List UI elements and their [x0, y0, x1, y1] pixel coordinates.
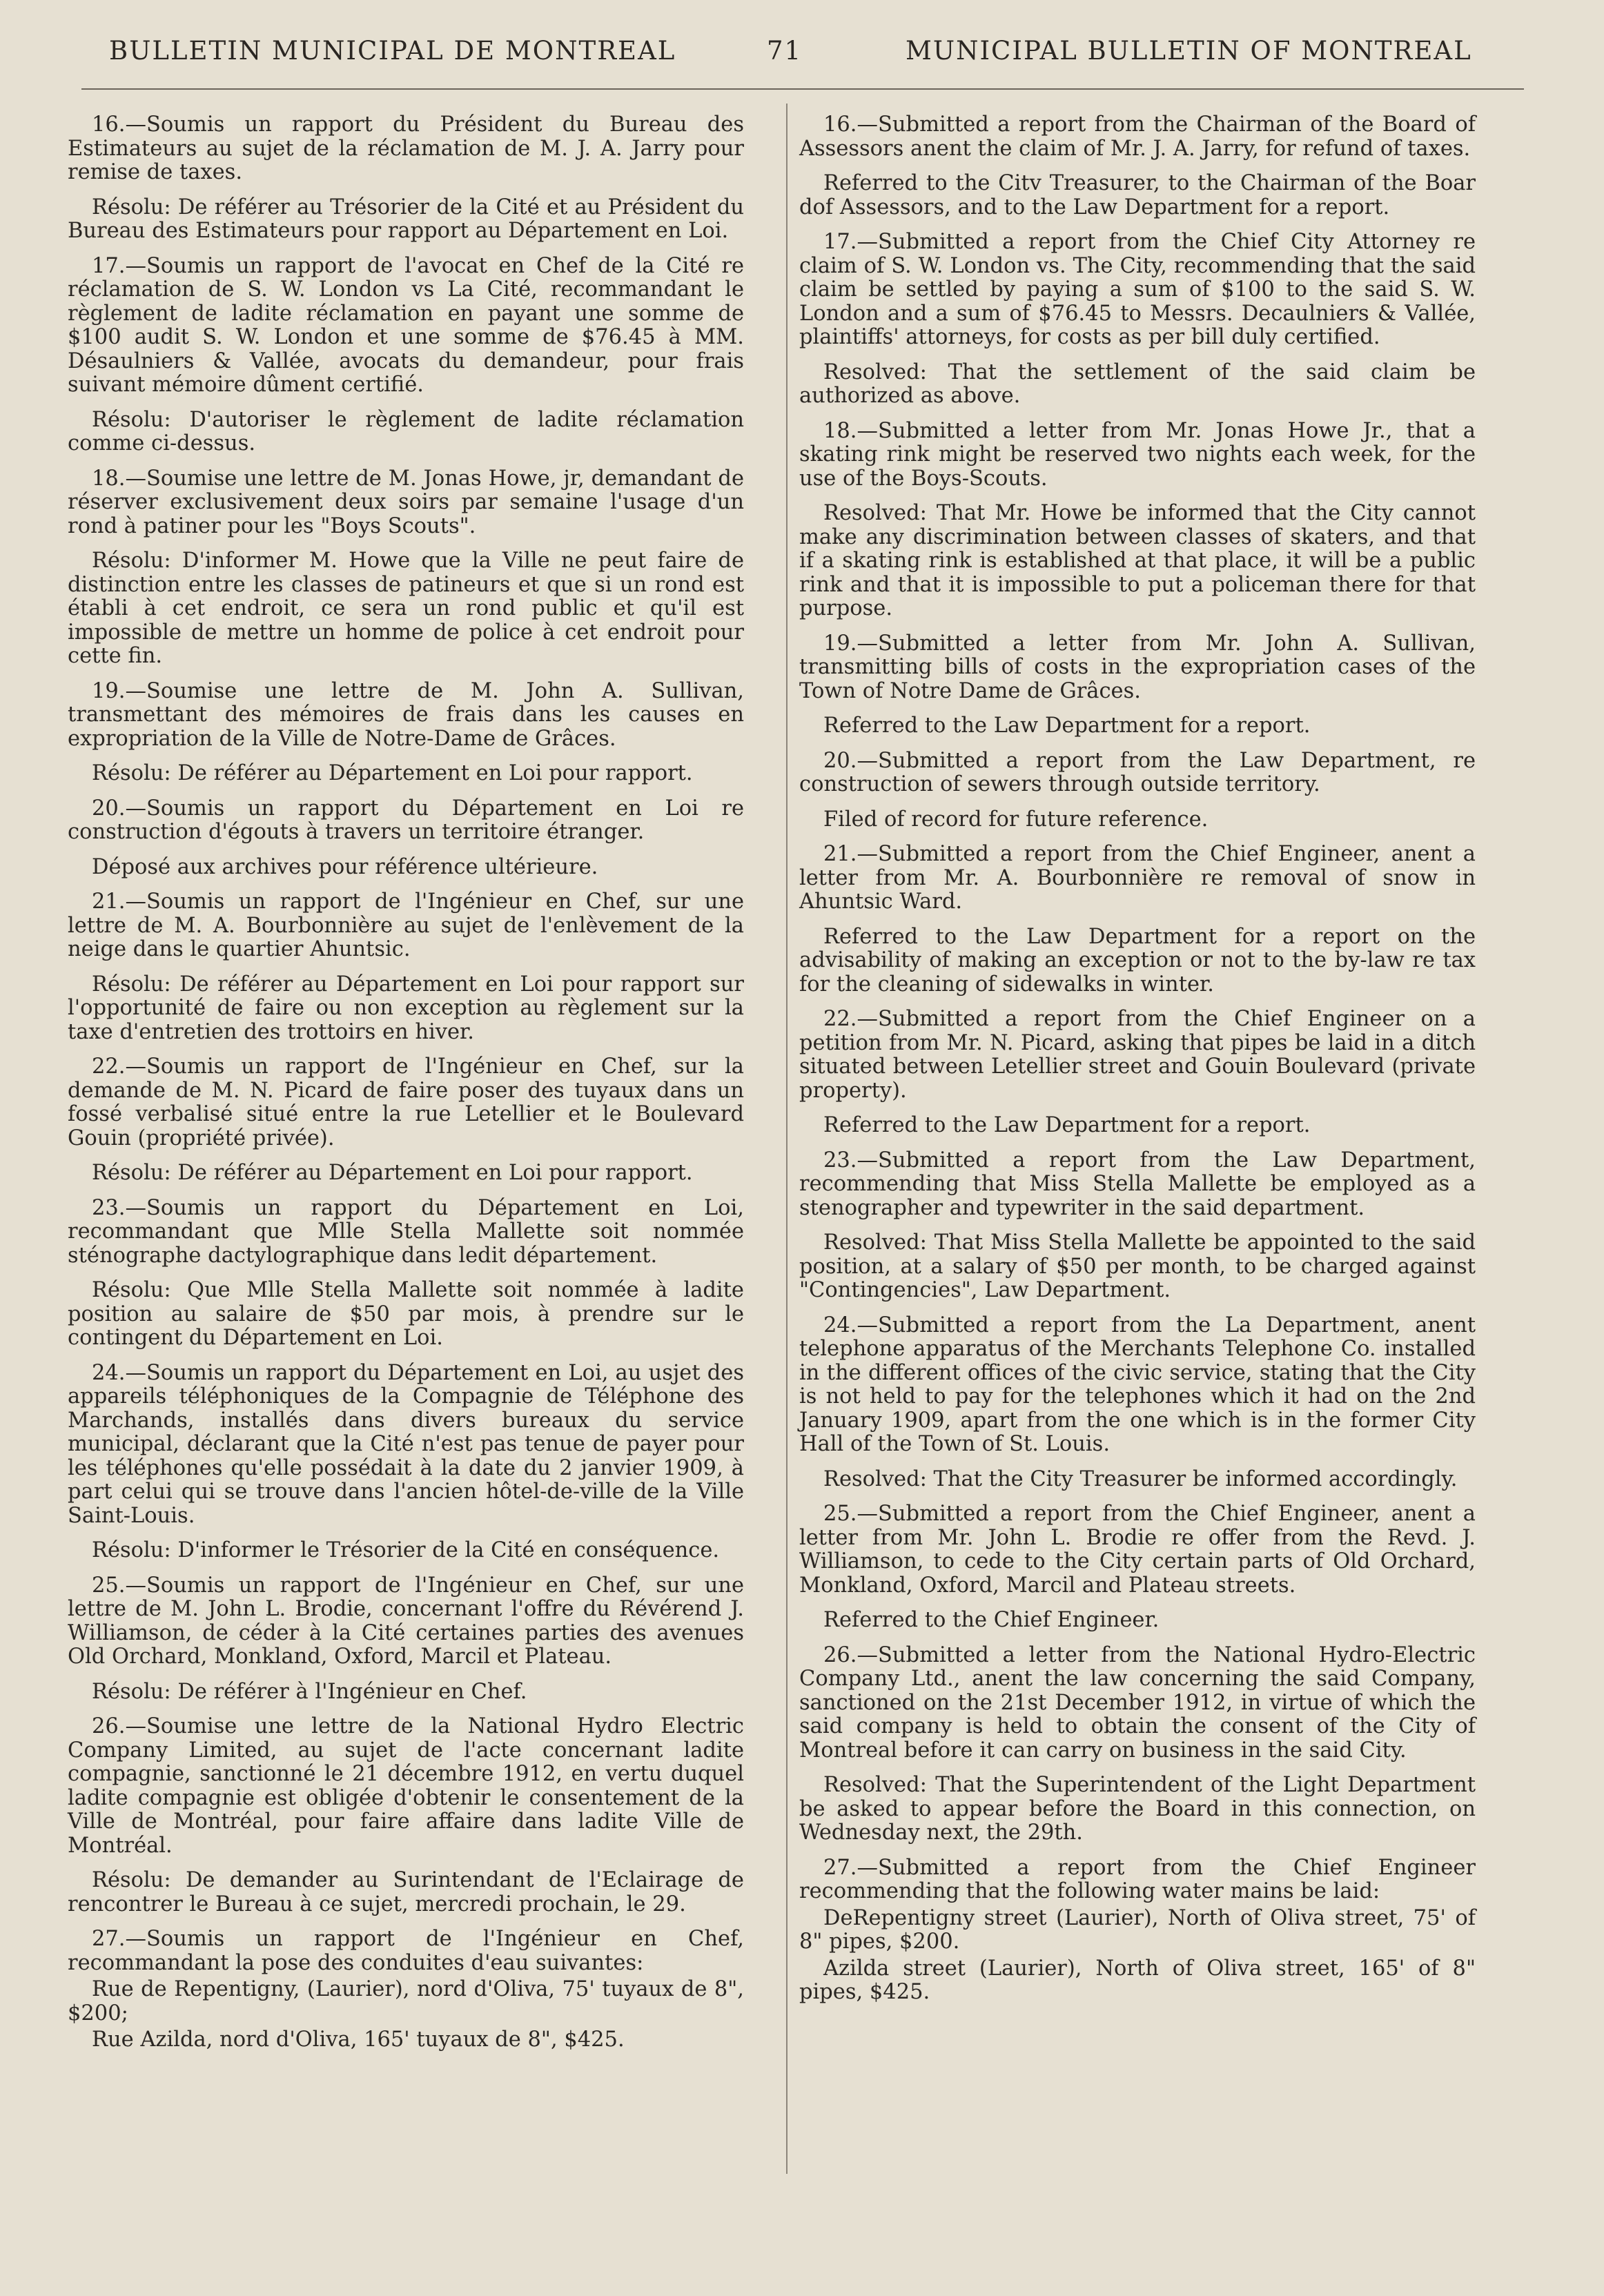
- fr-item-24: 24.—Soumis un rapport du Département en Loi, au usjet des appareils téléphoniques de la Compagnie de Téléphone des Marchands, installés dans divers bureaux du service municipal, déclarant que la Cité n'est pas tenue de payer pour les téléphones qu'elle possédait à la date du 2 janvier 1909, à part celui qui se trouve dans l'ancien hôtel-de-ville de la Ville Saint-Louis.: [68, 1360, 744, 1528]
- en-item-24: 24.—Submitted a report from the La Department, anent telephone apparatus of the Merchants Telephone Co. installed in the different offices of the civic service, stating that the City is not held to pay for the telephones which it had on the 2nd January 1909, apart from the one which is in the former City Hall of the Town of St. Louis.: [799, 1313, 1476, 1456]
- fr-resolution-19: Résolu: De référer au Département en Loi pour rapport.: [92, 761, 693, 785]
- en-resolution-19: Referred to the Law Department for a report.: [823, 714, 1311, 738]
- header-rule: [81, 88, 1524, 90]
- en-resolution-20: Filed of record for future reference.: [823, 807, 1209, 832]
- en-item-27-main-2: Azilda street (Laurier), North of Oliva street, 165' of 8" pipes, $425.: [799, 1956, 1476, 2004]
- en-item-27-main-1: DeRepentigny street (Laurier), North of Oliva street, 75' of 8" pipes, $200.: [799, 1905, 1476, 1954]
- en-resolution-25: Referred to the Chief Engineer.: [823, 1608, 1160, 1632]
- en-item-19: 19.—Submitted a letter from Mr. John A. Sullivan, transmitting bills of costs in the expropriation cases of the Town of Notre Dame de Grâces.: [799, 631, 1476, 703]
- fr-item-21: 21.—Soumis un rapport de l'Ingénieur en Chef, sur une lettre de M. A. Bourbonnière au sujet de l'enlèvement de la neige dans le quartier Ahuntsic.: [68, 890, 744, 961]
- fr-item-22: 22.—Soumis un rapport de l'Ingénieur en Chef, sur la demande de M. N. Picard de faire poser des tuyaux dans un fossé verbalisé situé entre la rue Letellier et le Boulevard Gouin (propriété privée).: [68, 1054, 744, 1150]
- en-resolution-16: Referred to the Citv Treasurer, to the Chairman of the Boar dof Assessors, and to the Law Department for a report.: [799, 171, 1476, 219]
- fr-item-20: 20.—Soumis un rapport du Département en Loi re construction d'égouts à travers un territoire étranger.: [68, 796, 744, 844]
- fr-resolution-18: Résolu: D'informer M. Howe que la Ville ne peut faire de distinction entre les classes de patineurs et que si un rond est établi à cet endroit, ce sera un rond public et qu'il est impossible de mettre un homme de police à cet endroit pour cette fin.: [68, 549, 744, 668]
- column-divider: [786, 104, 788, 2174]
- en-item-17: 17.—Submitted a report from the Chief City Attorney re claim of S. W. London vs. The City, recommending that the said claim be settled by paying a sum of $100 to the said S. W. London and a sum of $76.45 to Messrs. Decaulniers & Vallée, plaintiffs' attorneys, for costs as per bill duly certified.: [799, 230, 1476, 349]
- fr-item-27-main-2: Rue Azilda, nord d'Oliva, 165' tuyaux de 8", $425.: [92, 2028, 625, 2052]
- en-item-22: 22.—Submitted a report from the Chief Engineer on a petition from Mr. N. Picard, asking that pipes be laid in a ditch situated between Letellier street and Gouin Boulevard (private property).: [799, 1007, 1476, 1103]
- en-item-21: 21.—Submitted a report from the Chief Engineer, anent a letter from Mr. A. Bourbonnière re removal of snow in Ahuntsic Ward.: [799, 842, 1476, 914]
- en-resolution-24: Resolved: That the City Treasurer be informed accordingly.: [823, 1466, 1458, 1491]
- en-resolution-23: Resolved: That Miss Stella Mallette be appointed to the said position, at a salary of $50 per month, to be charged against "Contingencies", Law Department.: [799, 1230, 1476, 1302]
- fr-item-25: 25.—Soumis un rapport de l'Ingénieur en Chef, sur une lettre de M. John L. Brodie, concernant l'offre du Révérend J. Williamson, de céder à la Cité certaines parties des avenues Old Orchard, Monkland, Oxford, Marcil et Plateau.: [68, 1573, 744, 1669]
- fr-resolution-20: Déposé aux archives pour référence ultérieure.: [92, 854, 598, 879]
- en-resolution-22: Referred to the Law Department for a report.: [823, 1113, 1311, 1137]
- fr-resolution-21: Résolu: De référer au Département en Loi pour rapport sur l'opportunité de faire ou non exception au règlement sur la taxe d'entretien des trottoirs en hiver.: [68, 972, 744, 1044]
- fr-item-18: 18.—Soumise une lettre de M. Jonas Howe, jr, demandant de réserver exclusivement deux soirs par semaine l'usage d'un rond à patiner pour les "Boys Scouts".: [68, 466, 744, 538]
- en-resolution-26: Resolved: That the Superintendent of the Light Department be asked to appear before the Board in this connection, on Wednesday next, the 29th.: [799, 1773, 1476, 1845]
- fr-resolution-26: Résolu: De demander au Surintendant de l'Eclairage de rencontrer le Bureau à ce sujet, mercredi prochain, le 29.: [68, 1868, 744, 1916]
- fr-item-27-main-1: Rue de Repentigny, (Laurier), nord d'Oliva, 75' tuyaux de 8", $200;: [68, 1977, 744, 2025]
- fr-resolution-17: Résolu: D'autoriser le règlement de ladite réclamation comme ci-dessus.: [68, 407, 744, 455]
- fr-resolution-24: Résolu: D'informer le Trésorier de la Cité en conséquence.: [92, 1538, 720, 1562]
- french-column: [68, 113, 744, 2063]
- fr-item-26: 26.—Soumise une lettre de la National Hydro Electric Company Limited, au sujet de l'acte concernant ladite compagnie, sanctionné le 21 décembre 1912, en vertu duquel ladite compagnie est obligée d'obtenir le consentement de la Ville de Montréal, pour faire affaire dans ladite Ville de Montréal.: [68, 1714, 744, 1858]
- en-item-27: 27.—Submitted a report from the Chief Engineer recommending that the following water mains be laid:: [799, 1855, 1476, 1903]
- fr-item-19: 19.—Soumise une lettre de M. John A. Sullivan, transmettant des mémoires de frais dans les causes en expropriation de la Ville de Notre-Dame de Grâces.: [68, 678, 744, 751]
- fr-item-17: 17.—Soumis un rapport de l'avocat en Chef de la Cité re réclamation de S. W. London vs La Cité, recommandant le règlement de ladite réclamation en payant une somme de $100 audit S. W. London et une somme de $76.45 à MM. Désaulniers & Vallée, avocats du demandeur, pour frais suivant mémoire dûment certifié.: [68, 253, 744, 397]
- fr-resolution-23: Résolu: Que Mlle Stella Mallette soit nommée à ladite position au salaire de $50 par mois, à prendre sur le contingent du Département en Loi.: [68, 1278, 744, 1350]
- fr-item-23: 23.—Soumis un rapport du Département en Loi, recommandant que Mlle Stella Mallette soit nommée sténographe dactylographique dans ledit département.: [68, 1195, 744, 1268]
- fr-item-16: 16.—Soumis un rapport du Président du Bureau des Estimateurs au sujet de la réclamation de M. J. A. Jarry pour remise de taxes.: [68, 112, 744, 184]
- fr-resolution-16: Résolu: De référer au Trésorier de la Cité et au Président du Bureau des Estimateurs pour rapport au Département en Loi.: [68, 195, 744, 243]
- en-item-26: 26.—Submitted a letter from the National Hydro-Electric Company Ltd., anent the law concerning the said Company, sanctioned on the 21st December 1912, in virtue of which the said company is held to obtain the consent of the City of Montreal before it can carry on business in the said City.: [799, 1642, 1476, 1763]
- fr-resolution-25: Résolu: De référer à l'Ingénieur en Chef.: [92, 1679, 527, 1704]
- running-header: [0, 36, 1604, 77]
- header-title-english: MUNICIPAL BULLETIN OF MONTREAL: [906, 36, 1472, 66]
- english-column: [799, 113, 1476, 2016]
- fr-resolution-22: Résolu: De référer au Département en Loi pour rapport.: [92, 1161, 693, 1185]
- en-resolution-21: Referred to the Law Department for a report on the advisability of making an exception or not to the by-law re tax for the cleaning of sidewalks in winter.: [799, 924, 1476, 997]
- en-item-25: 25.—Submitted a report from the Chief Engineer, anent a letter from Mr. John L. Brodie re offer from the Revd. J. Williamson, to cede to the City certain parts of Old Orchard, Monkland, Oxford, Marcil and Plateau streets.: [799, 1502, 1476, 1598]
- en-item-18: 18.—Submitted a letter from Mr. Jonas Howe Jr., that a skating rink might be reserved two nights each week, for the use of the Boys-Scouts.: [799, 418, 1476, 491]
- en-item-23: 23.—Submitted a report from the Law Department, recommending that Miss Stella Mallette be employed as a stenographer and typewriter in the said department.: [799, 1148, 1476, 1220]
- en-resolution-18: Resolved: That Mr. Howe be informed that the City cannot make any discrimination between classes of skaters, and that if a skating rink is established at that place, it will be a public rink and that it is impossible to put a policeman there for that purpose.: [799, 501, 1476, 620]
- en-resolution-17: Resolved: That the settlement of the said claim be authorized as above.: [799, 360, 1476, 408]
- en-item-16: 16.—Submitted a report from the Chairman of the Board of Assessors anent the claim of Mr. J. A. Jarry, for refund of taxes.: [799, 112, 1476, 161]
- fr-item-27: 27.—Soumis un rapport de l'Ingénieur en Chef, recommandant la pose des conduites d'eau suivantes:: [68, 1927, 744, 1975]
- page-number: 71: [767, 36, 803, 66]
- header-title-french: BULLETIN MUNICIPAL DE MONTREAL: [109, 36, 676, 66]
- en-item-20: 20.—Submitted a report from the Law Department, re construction of sewers through outside territory.: [799, 748, 1476, 796]
